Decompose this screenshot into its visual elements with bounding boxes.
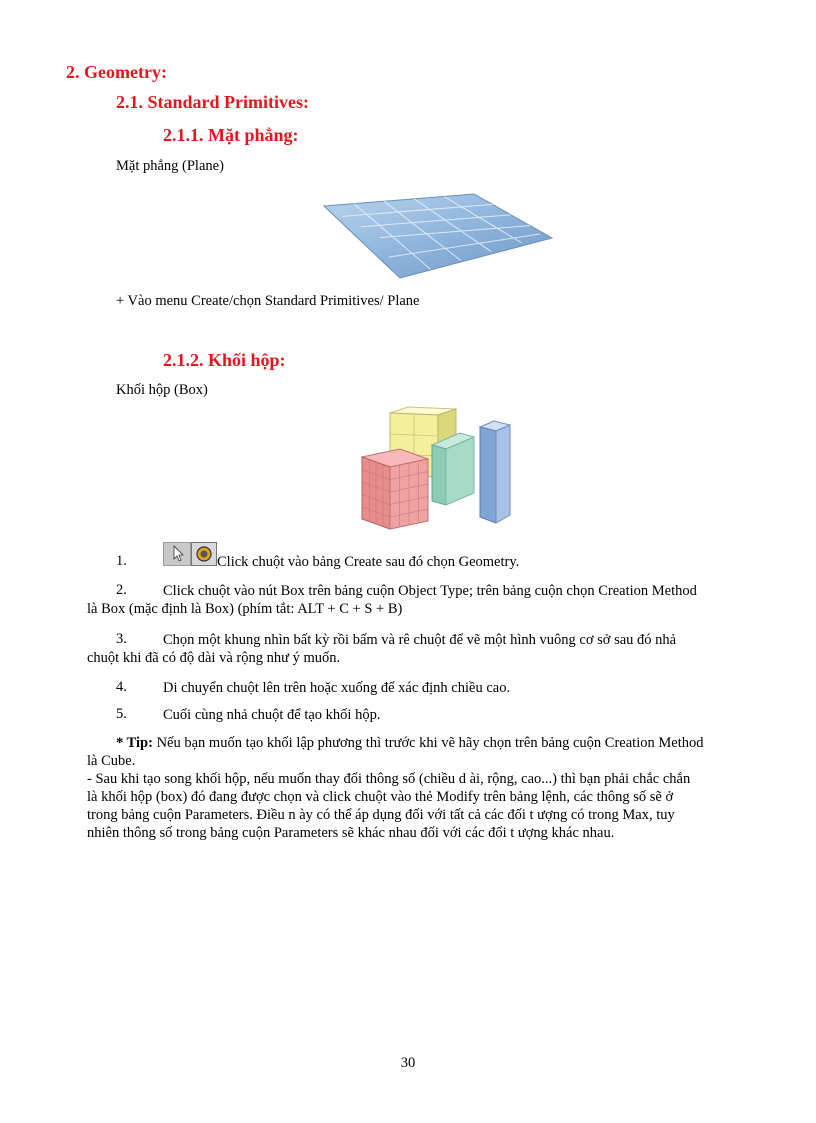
note-line-1: - Sau khi tạo song khối hộp, nếu muốn thay đổi thông số (chiều d ài, rộng, cao...) thì bạn phải chắc chắn (87, 771, 691, 787)
create-panel-icons (163, 540, 217, 568)
tip-paragraph (116, 734, 703, 752)
tip-continuation: là Cube. (87, 753, 136, 769)
plane-caption: Mặt phẳng (Plane) (116, 158, 224, 174)
step-1-text: Click chuột vào bảng Create sau đó chọn Geometry. (217, 554, 520, 570)
step-3-continuation: chuột khi đã có độ dài và rộng như ý muốn. (87, 650, 341, 666)
heading-plane: 2.1.1. Mặt phẳng: (163, 125, 299, 145)
heading-standard-primitives: 2.1. Standard Primitives: (116, 92, 309, 112)
box-illustration (360, 405, 525, 535)
note-line-3: trong bảng cuộn Parameters. Điều n ày có thể áp dụng đối với tất cả các đối t ượng có trong Max, tuy (87, 807, 675, 823)
step-2-text: Click chuột vào nút Box trên bảng cuộn Object Type; trên bảng cuộn chọn Creation Method (163, 583, 697, 599)
plane-instruction: + Vào menu Create/chọn Standard Primitives/ Plane (116, 293, 420, 309)
step-4-number: 4. (116, 679, 127, 695)
heading-box: 2.1.2. Khối hộp: (163, 350, 286, 370)
heading-geometry: 2. Geometry: (66, 62, 167, 82)
step-3-number: 3. (116, 631, 127, 647)
tip-label: * Tip: (116, 735, 153, 751)
step-2-number: 2. (116, 582, 127, 598)
step-1-number: 1. (116, 553, 127, 569)
plane-illustration (322, 192, 554, 280)
note-line-2: là khối hộp (box) đó đang được chọn và click chuột vào thẻ Modify trên bảng lệnh, các thông số sẽ ở (87, 789, 674, 805)
step-2-continuation: là Box (mặc định là Box) (phím tắt: ALT + C + S + B) (87, 601, 403, 617)
box-caption: Khối hộp (Box) (116, 382, 208, 398)
page-number: 30 (400, 1055, 416, 1071)
geometry-sphere-icon (191, 542, 217, 566)
tip-text: Nếu bạn muốn tạo khối lập phương thì trước khi vẽ hãy chọn trên bảng cuộn Creation Method (152, 735, 704, 751)
step-5-number: 5. (116, 706, 127, 722)
step-5-text: Cuối cùng nhả chuột để tạo khối hộp. (163, 707, 381, 723)
pointer-arrow-icon (163, 542, 191, 566)
note-line-4: nhiên thông số trong bảng cuộn Parameters sẽ khác nhau đối với các đối t ượng khác nhau. (87, 825, 615, 841)
step-3-text: Chọn một khung nhìn bất kỳ rồi bấm và rê chuột để vẽ một hình vuông cơ sở sau đó nhả (163, 632, 677, 648)
step-4-text: Di chuyển chuột lên trên hoặc xuống để xác định chiều cao. (163, 680, 511, 696)
